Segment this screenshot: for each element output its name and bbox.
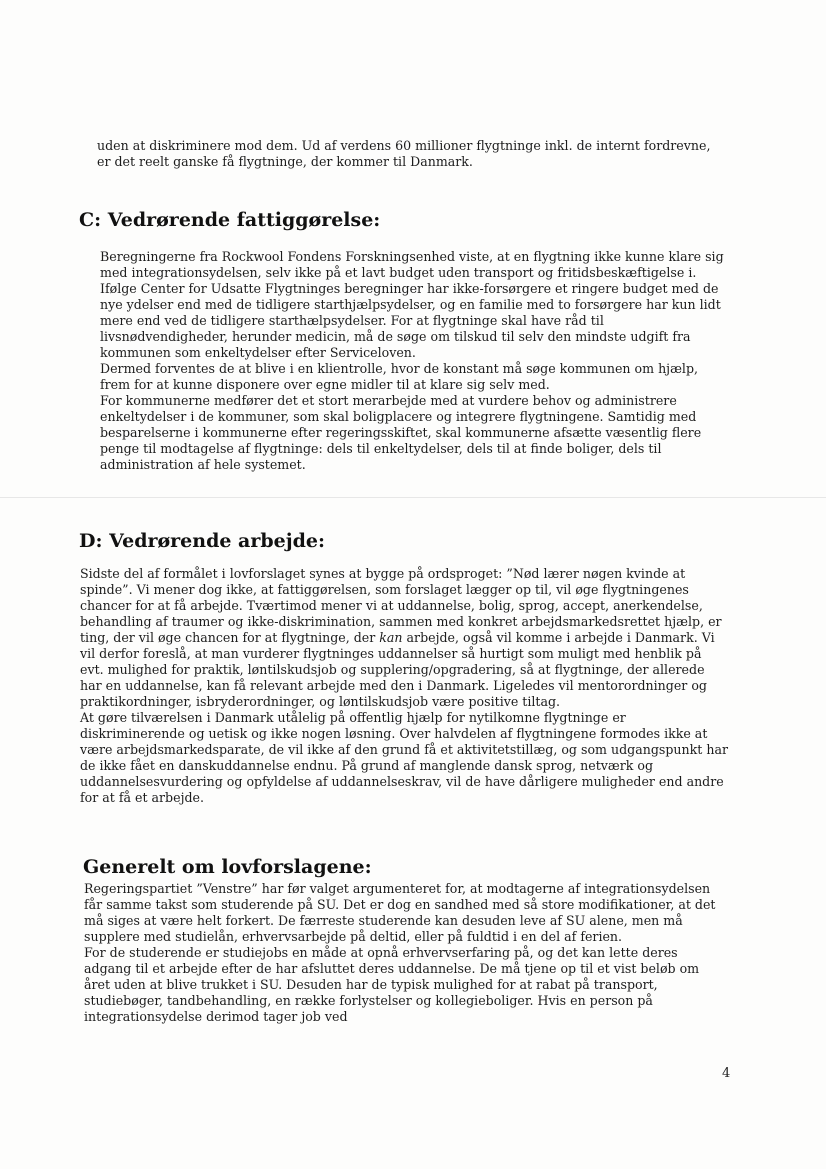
section-d-body [80,566,728,806]
section-d-paragraph-1-part-b: arbejde, også vil komme i arbejde i Danmark. Vi vil derfor foreslå, at man vurderer flygtninges uddannelser så hurtigt som muligt med henblik på evt. mulighed for praktik, løntilskudsjob og supplering/opgradering, så at flygtninge, der allerede har en uddannelse, kan få relevant arbejde med den i Danmark. Ligeledes vil mentorordninger og praktikordninger, isbryderordninger, og løntilskudsjob være positive tiltag. [80,630,715,709]
section-c-body [100,249,725,473]
section-c-paragraph-2: Dermed forventes de at blive i en klientrolle, hvor de konstant må søge kommunen om hjælp, frem for at kunne disponere over egne midler til at klare sig selv med. [100,361,699,392]
section-d-emphasis-kan: kan [379,630,403,645]
scan-artifact-line [0,497,826,498]
section-general-paragraph-1: Regeringspartiet ”Venstre” har før valget argumenteret for, at modtagerne af integrationsydelsen får samme takst som studerende på SU. Det er dog en sandhed med så store modifikationer, at det må siges at være helt forkert. De færreste studerende kan desuden leve af SU alene, men må supplere med studielån, erhvervsarbejde på deltid, eller på fuldtid i en del af ferien. [84,881,716,944]
section-general-heading: Generelt om lovforslagene: [83,856,372,878]
section-d-paragraph-1-part-a: Sidste del af formålet i lovforslaget synes at bygge på ordsproget: ”Nød lærer nøgen kvinde at spinde”. Vi mener dog ikke, at fattiggørelsen, som forslaget lægger op til, vil øge flygtningenes chancer for at få arbejde. Tværtimod mener vi at uddannelse, bolig, sprog, accept, anerkendelse, behandling af traumer og ikke-diskrimination, sammen med konkret arbejdsmarkedsrettet hjælp, er ting, der vil øge chancen for at flygtninge, der [80,566,722,645]
intro-block [97,138,727,170]
section-general-body [84,881,726,1025]
page-number: 4 [722,1066,731,1081]
section-c-heading: C: Vedrørende fattiggørelse: [79,209,381,231]
intro-paragraph: uden at diskriminere mod dem. Ud af verdens 60 millioner flygtninge inkl. de internt fordrevne, er det reelt ganske få flygtninge, der kommer til Danmark. [97,138,711,169]
section-c-paragraph-1: Beregningerne fra Rockwool Fondens Forskningsenhed viste, at en flygtning ikke kunne klare sig med integrationsydelsen, selv ikke på et lavt budget uden transport og fritidsbeskæftigelse i. Ifølge Center for Udsatte Flygtninges beregninger har ikke-forsørgere et ringere budget med de nye ydelser end med de tidligere starthjælpsydelser, og en familie med to forsørgere har kun lidt mere end ved de tidligere starthælpsydelser. For at flygtninge skal have råd til livsnødvendigheder, herunder medicin, må de søge om tilskud til selv den mindste udgift fra kommunen som enkeltydelser efter Serviceloven. [100,249,724,360]
section-general-paragraph-2: For de studerende er studiejobs en måde at opnå erhvervserfaring på, og det kan lette deres adgang til et arbejde efter de har afsluttet deres uddannelse. De må tjene op til et vist beløb om året uden at blive trukket i SU. Desuden har de typisk mulighed for at rabat på transport, studiebøger, tandbehandling, en række forlystelser og kollegieboliger. Hvis en person på integrationsydelse derimod tager job ved [84,945,700,1024]
section-d-heading: D: Vedrørende arbejde: [79,530,326,552]
section-d-paragraph-2: At gøre tilværelsen i Danmark utålelig på offentlig hjælp for nytilkomne flygtninge er diskriminerende og uetisk og ikke nogen løsning. Over halvdelen af flygtningene formodes ikke at være arbejdsmarkedsparate, de vil ikke af den grund få et aktivitetstillæg, og som udgangspunkt har de ikke fået en danskuddannelse endnu. På grund af manglende dansk sprog, netværk og uddannelsesvurdering og opfyldelse af uddannelseskrav, vil de have dårligere muligheder end andre for at få et arbejde. [80,710,728,805]
section-c-paragraph-3: For kommunerne medfører det et stort merarbejde med at vurdere behov og administrere enkeltydelser i de kommuner, som skal boligplacere og integrere flygtningene. Samtidig med besparelserne i kommunerne efter regeringsskiftet, skal kommunerne afsætte væsentlig flere penge til modtagelse af flygtninge: dels til enkeltydelser, dels til at finde boliger, dels til administration af hele systemet. [100,393,702,472]
section-d-paragraph-1 [80,566,728,710]
